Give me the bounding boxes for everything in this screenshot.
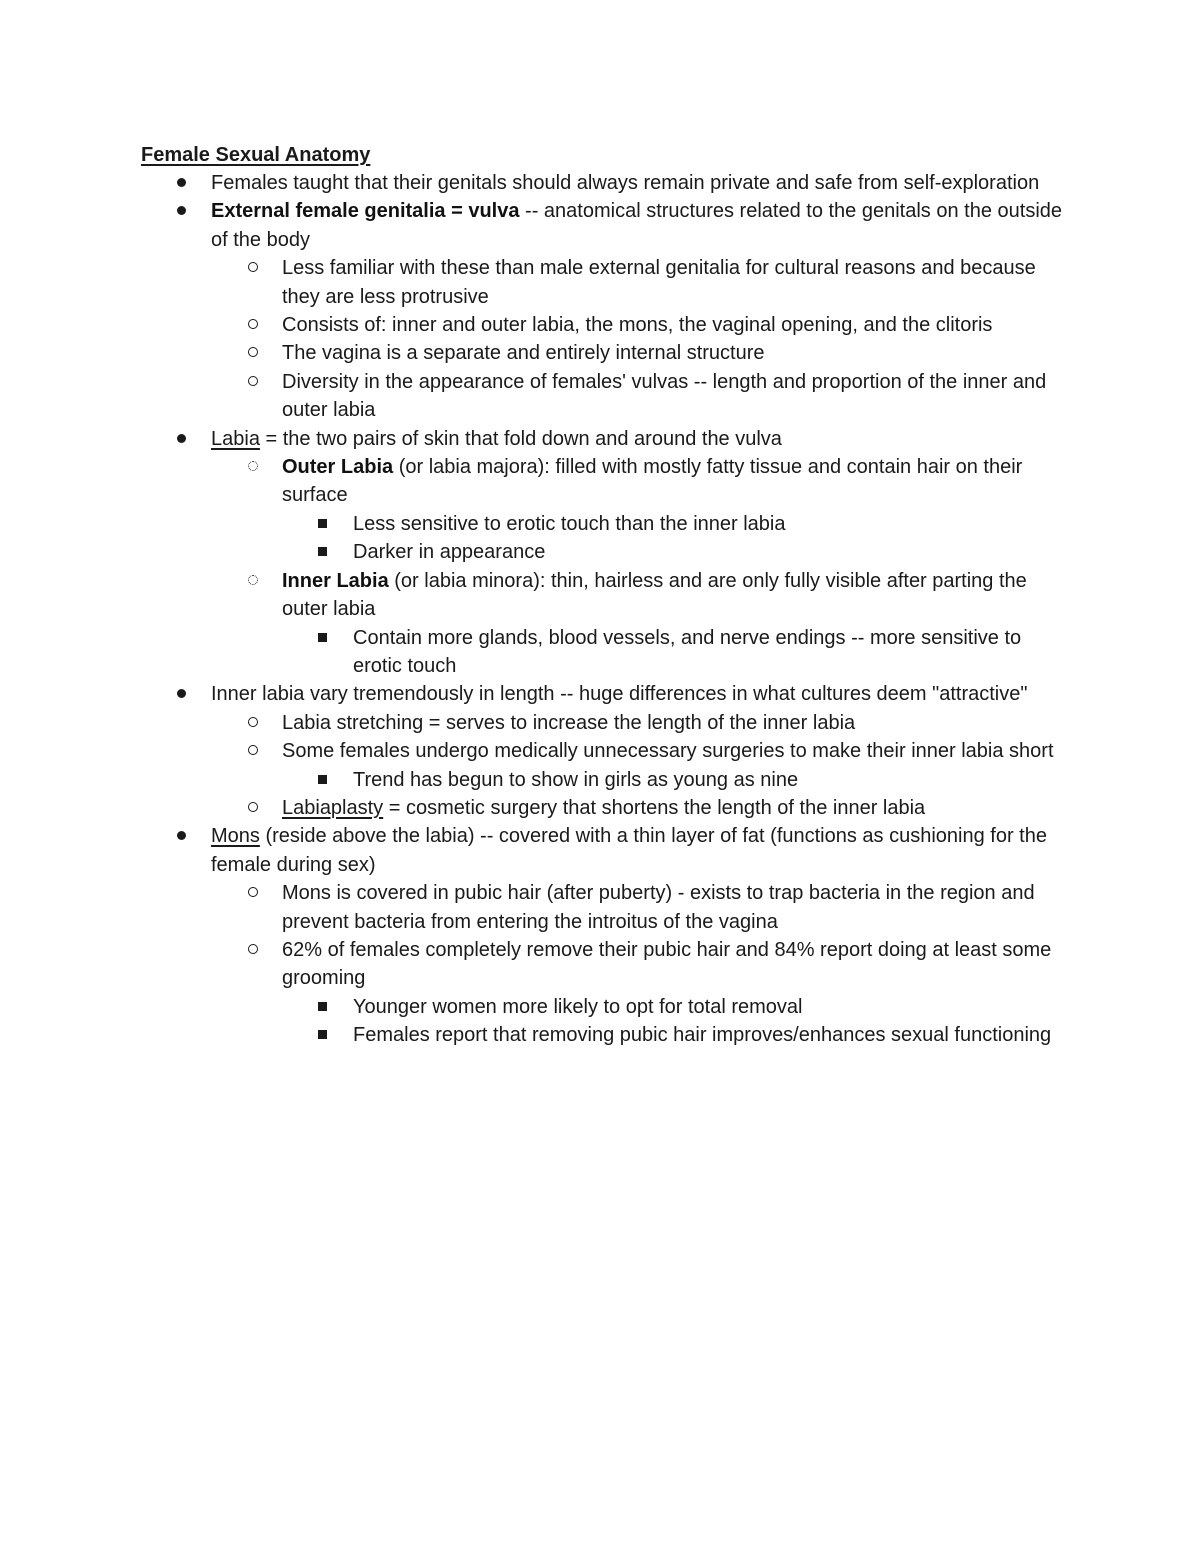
item-text: Less sensitive to erotic touch than the inner labia <box>353 512 786 535</box>
item-text: (or labia majora): filled with mostly fatty tissue and contain hair on their surface <box>282 456 1023 507</box>
list-item <box>0 766 1067 794</box>
item-text: The vagina is a separate and entirely internal structure <box>282 342 765 365</box>
item-text: Diversity in the appearance of females' vulvas -- length and proportion of the inner and outer labia <box>282 370 1047 422</box>
sub-list <box>211 879 1067 1049</box>
circle-bullet-icon <box>248 339 258 367</box>
disc-bullet-icon <box>177 822 186 850</box>
list-item <box>0 453 1067 567</box>
item-bold-term: Inner Labia <box>282 569 389 592</box>
circle-bullet-icon <box>248 737 258 765</box>
item-text: Mons is covered in pubic hair (after puberty) - exists to trap bacteria in the region and prevent bacteria from entering the introitus of the vagina <box>282 882 1035 933</box>
list-item <box>0 737 1067 794</box>
list-item <box>0 538 1067 566</box>
disc-bullet-icon <box>177 425 186 453</box>
page-title: Female Sexual Anatomy <box>141 144 371 166</box>
list-item <box>0 339 1067 367</box>
item-text: Less familiar with these than male external genitalia for cultural reasons and because they are less protrusive <box>282 257 1036 308</box>
item-text: Females taught that their genitals should always remain private and safe from self-exploration <box>211 172 1040 194</box>
list-item <box>0 993 1067 1021</box>
item-underlined-term: Labiaplasty <box>282 796 384 819</box>
item-text: Consists of: inner and outer labia, the mons, the vaginal opening, and the clitoris <box>282 314 993 337</box>
circle-bullet-icon <box>248 311 258 339</box>
item-underlined-term: Mons <box>211 825 260 848</box>
square-bullet-icon <box>318 993 327 1021</box>
disc-bullet-icon <box>177 680 186 708</box>
sub-sub-list <box>282 510 1067 567</box>
item-text: 62% of females completely remove their pubic hair and 84% report doing at least some grooming <box>282 938 1052 990</box>
list-item <box>0 794 1067 822</box>
circle-bullet-icon <box>248 254 258 282</box>
list-item <box>0 1021 1067 1049</box>
sub-list <box>211 709 1067 823</box>
item-text: = cosmetic surgery that shortens the length of the inner labia <box>383 796 926 819</box>
item-text: Labia stretching = serves to increase the length of the inner labia <box>282 711 856 734</box>
notes-list <box>0 169 1200 1050</box>
dotted-circle-bullet-icon <box>248 567 258 595</box>
list-item <box>0 311 1067 339</box>
item-text: Some females undergo medically unnecessary surgeries to make their inner labia short <box>282 740 1054 763</box>
list-item <box>0 510 1067 538</box>
list-item <box>0 936 1067 1050</box>
square-bullet-icon <box>318 1021 327 1049</box>
item-bold-term: Outer Labia <box>282 456 394 479</box>
circle-bullet-icon <box>248 879 258 907</box>
item-text: Contain more glands, blood vessels, and nerve endings -- more sensitive to erotic touch <box>353 626 1022 677</box>
item-underlined-term: Labia <box>211 427 260 450</box>
list-item <box>0 822 1067 1049</box>
circle-bullet-icon <box>248 936 258 964</box>
list-item <box>0 254 1067 311</box>
item-text: Trend has begun to show in girls as young as nine <box>353 768 799 791</box>
list-item <box>0 197 1067 424</box>
item-text: = the two pairs of skin that fold down and around the vulva <box>259 427 782 450</box>
sub-sub-list <box>282 624 1067 681</box>
disc-bullet-icon <box>177 169 186 197</box>
disc-bullet-icon <box>177 197 186 225</box>
circle-bullet-icon <box>248 709 258 737</box>
square-bullet-icon <box>318 538 327 566</box>
sub-sub-list <box>282 766 1067 794</box>
item-bold-term: External female genitalia = vulva <box>211 200 520 223</box>
sub-list <box>211 453 1067 680</box>
square-bullet-icon <box>318 766 327 794</box>
circle-bullet-icon <box>248 794 258 822</box>
item-text: Darker in appearance <box>353 541 546 564</box>
list-item <box>0 879 1067 936</box>
item-text: Females report that removing pubic hair improves/enhances sexual functioning <box>353 1024 1052 1047</box>
list-item <box>0 169 1067 197</box>
square-bullet-icon <box>318 510 327 538</box>
list-item <box>0 680 1067 822</box>
dotted-circle-bullet-icon <box>248 453 258 481</box>
item-text: -- anatomical structures related to the genitals on the outside of the body <box>211 200 1063 251</box>
list-item <box>0 624 1067 681</box>
list-item <box>0 425 1067 681</box>
list-item <box>0 368 1067 425</box>
list-item <box>0 567 1067 681</box>
item-text: (or labia minora): thin, hairless and are only fully visible after parting the outer labia <box>282 569 1027 621</box>
circle-bullet-icon <box>248 368 258 396</box>
item-text: Younger women more likely to opt for total removal <box>353 995 803 1018</box>
sub-sub-list <box>282 993 1067 1050</box>
square-bullet-icon <box>318 624 327 652</box>
list-item <box>0 709 1067 737</box>
item-text: (reside above the labia) -- covered with a thin layer of fat (functions as cushioning for the female during sex) <box>211 825 1047 876</box>
item-text: Inner labia vary tremendously in length -- huge differences in what cultures deem "attractive" <box>211 683 1028 706</box>
sub-list <box>211 254 1067 424</box>
